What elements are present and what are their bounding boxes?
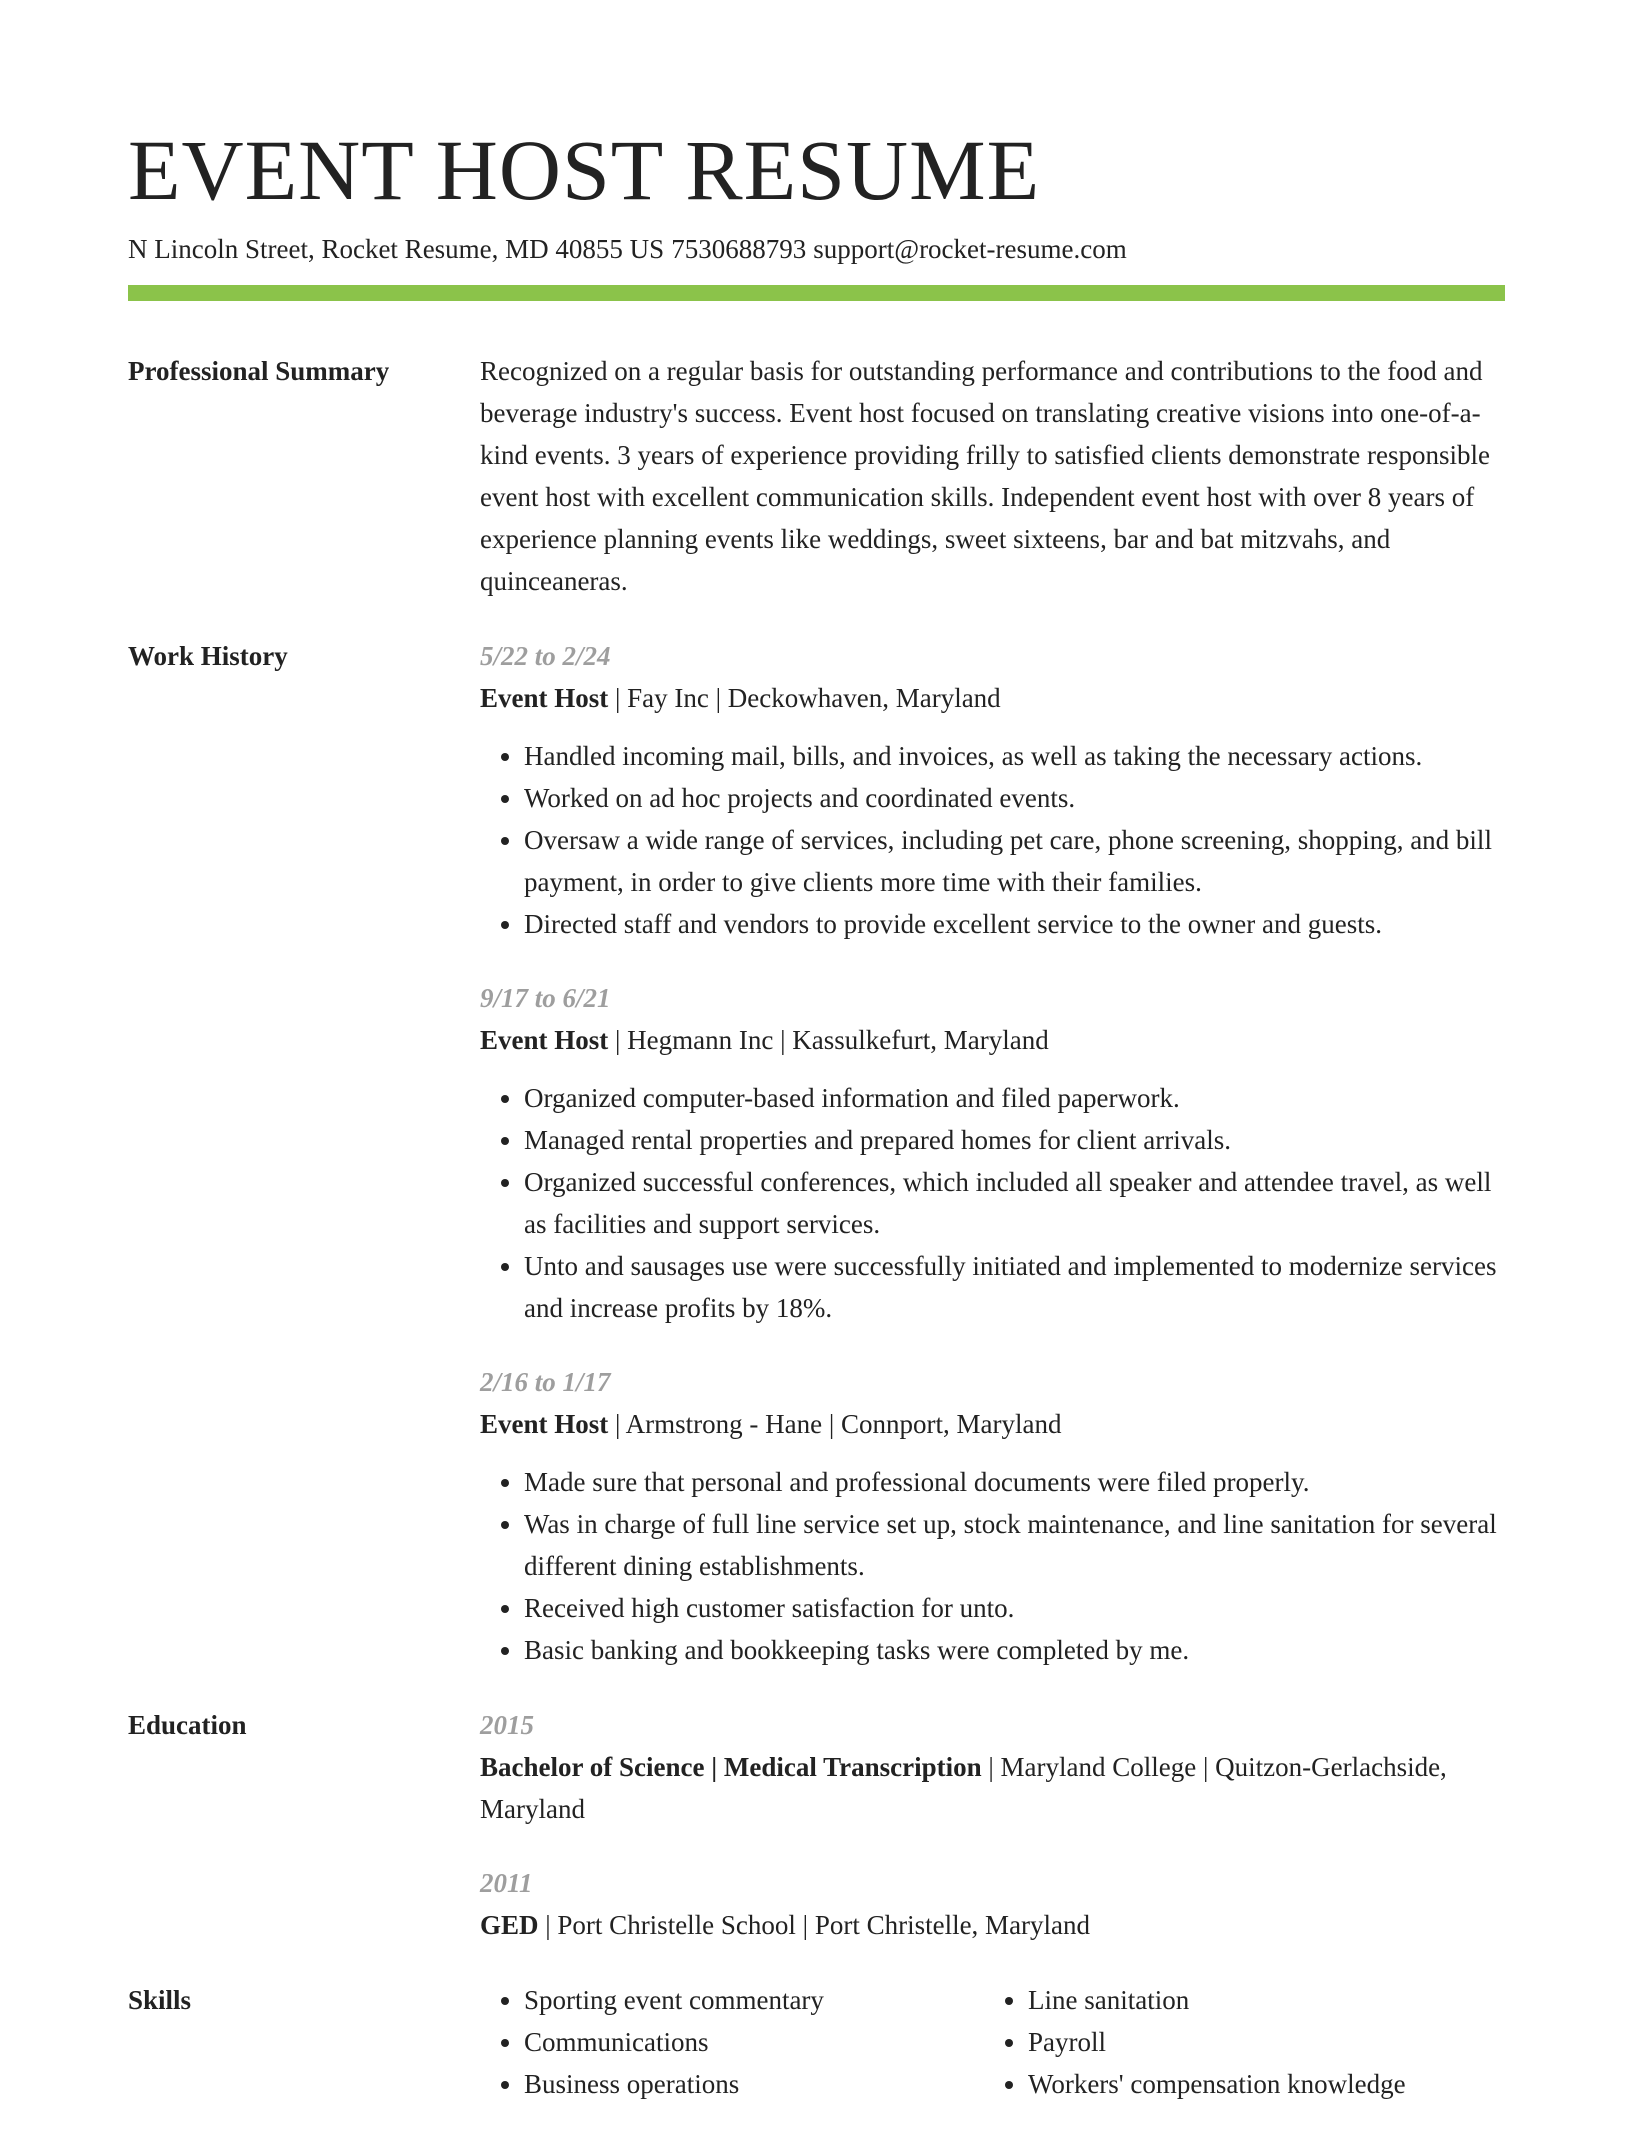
job-dates: 5/22 to 2/24 — [480, 641, 611, 671]
job-bullets — [480, 735, 1505, 945]
job-entry — [480, 635, 1505, 945]
summary-section — [128, 350, 1505, 602]
education-entry — [480, 1862, 1505, 1946]
education-year: 2015 — [480, 1710, 534, 1740]
job-dates: 2/16 to 1/17 — [480, 1367, 611, 1397]
section-body — [480, 1704, 1505, 1946]
list-item: • Oversaw a wide range of services, including pet care, phone screening, shopping, and bill payment, in order to give clients more time with their families. — [524, 819, 1505, 903]
list-item: • Handled incoming mail, bills, and invoices, as well as taking the necessary actions. — [524, 735, 1505, 777]
header-divider — [128, 285, 1505, 301]
section-heading: Work History — [128, 641, 288, 671]
contact-email: support@rocket-resume.com — [813, 234, 1127, 264]
list-item: • Directed staff and vendors to provide excellent service to the owner and guests. — [524, 903, 1505, 945]
job-bullets — [480, 1461, 1505, 1671]
resume-title: EVENT HOST RESUME — [128, 122, 1041, 218]
work-history-section — [128, 635, 1505, 1671]
list-item: • Managed rental properties and prepared homes for client arrivals. — [524, 1119, 1505, 1161]
list-item: • Organized successful conferences, which included all speaker and attendee travel, as well as facilities and support services. — [524, 1161, 1505, 1245]
education-title-line — [480, 1904, 1505, 1946]
resume-sections — [128, 350, 1505, 2138]
skills-column-left — [480, 1979, 984, 2105]
list-item: • Received high customer satisfaction for unto. — [524, 1587, 1505, 1629]
job-details: | Armstrong - Hane | Connport, Maryland — [608, 1409, 1062, 1439]
skill-item: • Line sanitation — [1028, 1979, 1488, 2021]
job-title: Event Host — [480, 1409, 609, 1439]
skill-item: • Communications — [524, 2021, 984, 2063]
skills-column-right — [984, 1979, 1488, 2105]
education-degree: Bachelor of Science | Medical Transcription — [480, 1752, 982, 1782]
skill-item: • Sporting event commentary — [524, 1979, 984, 2021]
list-item: • Was in charge of full line service set up, stock maintenance, and line sanitation for several different dining establishments. — [524, 1503, 1505, 1587]
job-entry — [480, 1361, 1505, 1671]
summary-text: Recognized on a regular basis for outstanding performance and contributions to the food and beverage industry's success. Event host focused on translating creative visions into one-of-a-kind events. 3 years of experience providing frilly to satisfied clients demonstrate responsible event host with excellent communication skills. Independent event host with over 8 years of experience planning events like weddings, sweet sixteens, bar and bat mitzvahs, and quinceaneras. — [480, 356, 1490, 596]
skills-section — [128, 1979, 1505, 2105]
section-heading: Education — [128, 1710, 247, 1740]
education-details: | Port Christelle School | Port Christelle, Maryland — [538, 1910, 1091, 1940]
list-item: • Unto and sausages use were successfully initiated and implemented to modernize services and increase profits by 18%. — [524, 1245, 1505, 1329]
job-title: Event Host — [480, 1025, 609, 1055]
skill-item: • Business operations — [524, 2063, 984, 2105]
section-heading: Skills — [128, 1985, 192, 2015]
list-item: • Worked on ad hoc projects and coordinated events. — [524, 777, 1505, 819]
list-item: • Made sure that personal and professional documents were filed properly. — [524, 1461, 1505, 1503]
skills-columns — [480, 1979, 1505, 2105]
job-title-line — [480, 677, 1505, 719]
education-title-line — [480, 1746, 1505, 1830]
contact-phone: 7530688793 — [671, 234, 807, 264]
skill-item: • Workers' compensation knowledge — [1028, 2063, 1488, 2105]
section-body — [480, 1979, 1505, 2105]
education-entry — [480, 1704, 1505, 1830]
education-section — [128, 1704, 1505, 1946]
education-year: 2011 — [480, 1868, 533, 1898]
job-title-line — [480, 1403, 1505, 1445]
section-heading: Professional Summary — [128, 356, 390, 386]
job-details: | Hegmann Inc | Kassulkefurt, Maryland — [608, 1025, 1049, 1055]
job-bullets — [480, 1077, 1505, 1329]
education-details: | Maryland College | Quitzon-Gerlachside, Maryland — [480, 1752, 1447, 1824]
section-body — [480, 635, 1505, 1671]
education-degree: GED — [480, 1910, 539, 1940]
job-title-line — [480, 1019, 1505, 1061]
list-item: • Basic banking and bookkeeping tasks were completed by me. — [524, 1629, 1505, 1671]
skill-item: • Payroll — [1028, 2021, 1488, 2063]
contact-line — [128, 232, 1127, 266]
job-entry — [480, 977, 1505, 1329]
contact-address: N Lincoln Street, Rocket Resume, MD 40855 US — [128, 234, 665, 264]
section-body — [480, 350, 1505, 602]
job-title: Event Host — [480, 683, 609, 713]
job-dates: 9/17 to 6/21 — [480, 983, 611, 1013]
job-details: | Fay Inc | Deckowhaven, Maryland — [608, 683, 1001, 713]
list-item: • Organized computer-based information and filed paperwork. — [524, 1077, 1505, 1119]
